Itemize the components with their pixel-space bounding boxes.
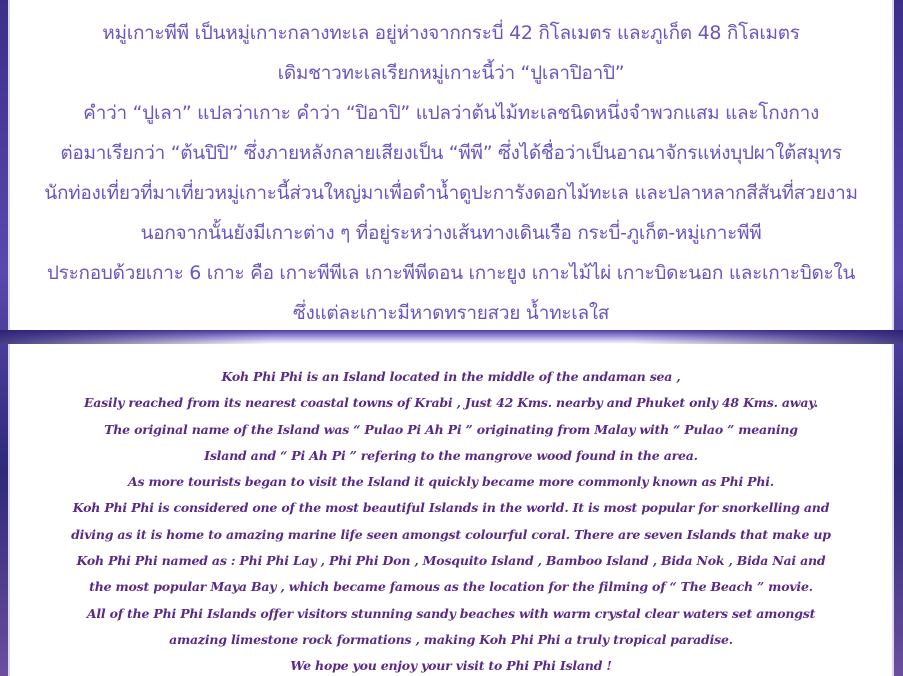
english-line: The original name of the Island was “ Pulao Pi Ah Pi ” originating from Malay with “ Pulao ” meaning xyxy=(104,421,798,437)
english-line: We hope you enjoy your visit to Phi Phi Island ! xyxy=(290,658,612,674)
english-line: As more tourists began to visit the Island it quickly became more commonly known as Phi Phi. xyxy=(128,474,774,490)
english-line: diving as it is home to amazing marine life seen amongst colourful coral. There are seven Islands that make up xyxy=(71,526,831,542)
english-line: Koh Phi Phi is an Island located in the middle of the andaman sea , xyxy=(221,369,681,384)
english-line: amazing limestone rock formations , making Koh Phi Phi a truly tropical paradise. xyxy=(169,631,733,647)
thai-line: ประกอบด้วยเกาะ 6 เกาะ คือ เกาะพีพีเล เกาะพีพีดอน เกาะยูง เกาะไม้ไผ่ เกาะบิดะนอก และเกาะบิดะใน xyxy=(46,262,856,284)
thai-line: เดิมชาวทะเลเรียกหมู่เกาะนี้ว่า “ปูเลาปิอาปิ” xyxy=(277,62,625,84)
section-divider-shade xyxy=(0,330,903,344)
thai-line: นักท่องเที่ยวที่มาเที่ยวหมู่เกาะนี้ส่วนใหญ่มาเพื่อดำน้ำดูปะการังดอกไม้ทะเล และปลาหลากสีสันที่สวยงาม xyxy=(44,182,858,204)
english-line: All of the Phi Phi Islands offer visitors stunning sandy beaches with warm crystal clear waters set amongst xyxy=(86,605,816,621)
english-line: the most popular Maya Bay , which became famous as the location for the filming of “ The Beach ” movie. xyxy=(89,579,813,595)
thai-line: นอกจากนั้นยังมีเกาะต่าง ๆ ที่อยู่ระหว่างเส้นทางเดินเรือ กระบี่-ภูเก็ต-หมู่เกาะพีพี xyxy=(140,222,762,244)
thai-line: ซึ่งแต่ละเกาะมีหาดทรายสวย น้ำทะเลใส xyxy=(292,302,610,324)
thai-line: หมู่เกาะพีพี เป็นหมู่เกาะกลางทะเล อยู่ห่างจากกระบี่ 42 กิโลเมตร และภูเก็ต 48 กิโลเมตร xyxy=(102,22,800,44)
english-line: Easily reached from its nearest coastal towns of Krabi , Just 42 Kms. nearby and Phuket only 48 Kms. away. xyxy=(83,395,819,411)
english-text-panel xyxy=(8,344,894,676)
thai-line: ต่อมาเรียกว่า “ต้นปิปิ” ซึ่งภายหลังกลายเสียงเป็น “พีพี” ซึ่งได้ชื่อว่าเป็นอาณาจักรแห่งบุปผาใต้สมุทร xyxy=(60,142,842,164)
thai-text-panel xyxy=(8,0,894,330)
english-line: Island and “ Pi Ah Pi ” refering to the mangrove wood found in the area. xyxy=(204,447,698,463)
thai-line: คำว่า “ปูเลา” แปลว่าเกาะ คำว่า “ปิอาปิ” แปลว่าต้นไม้ทะเลชนิดหนึ่งจำพวกแสม และโกงกาง xyxy=(83,102,819,124)
english-line: Koh Phi Phi is considered one of the most beautiful Islands in the world. It is most popular for snorkelling and xyxy=(72,500,830,516)
english-line: Koh Phi Phi named as : Phi Phi Lay , Phi Phi Don , Mosquito Island , Bamboo Island , Bida Nok , Bida Nai and xyxy=(76,553,826,569)
